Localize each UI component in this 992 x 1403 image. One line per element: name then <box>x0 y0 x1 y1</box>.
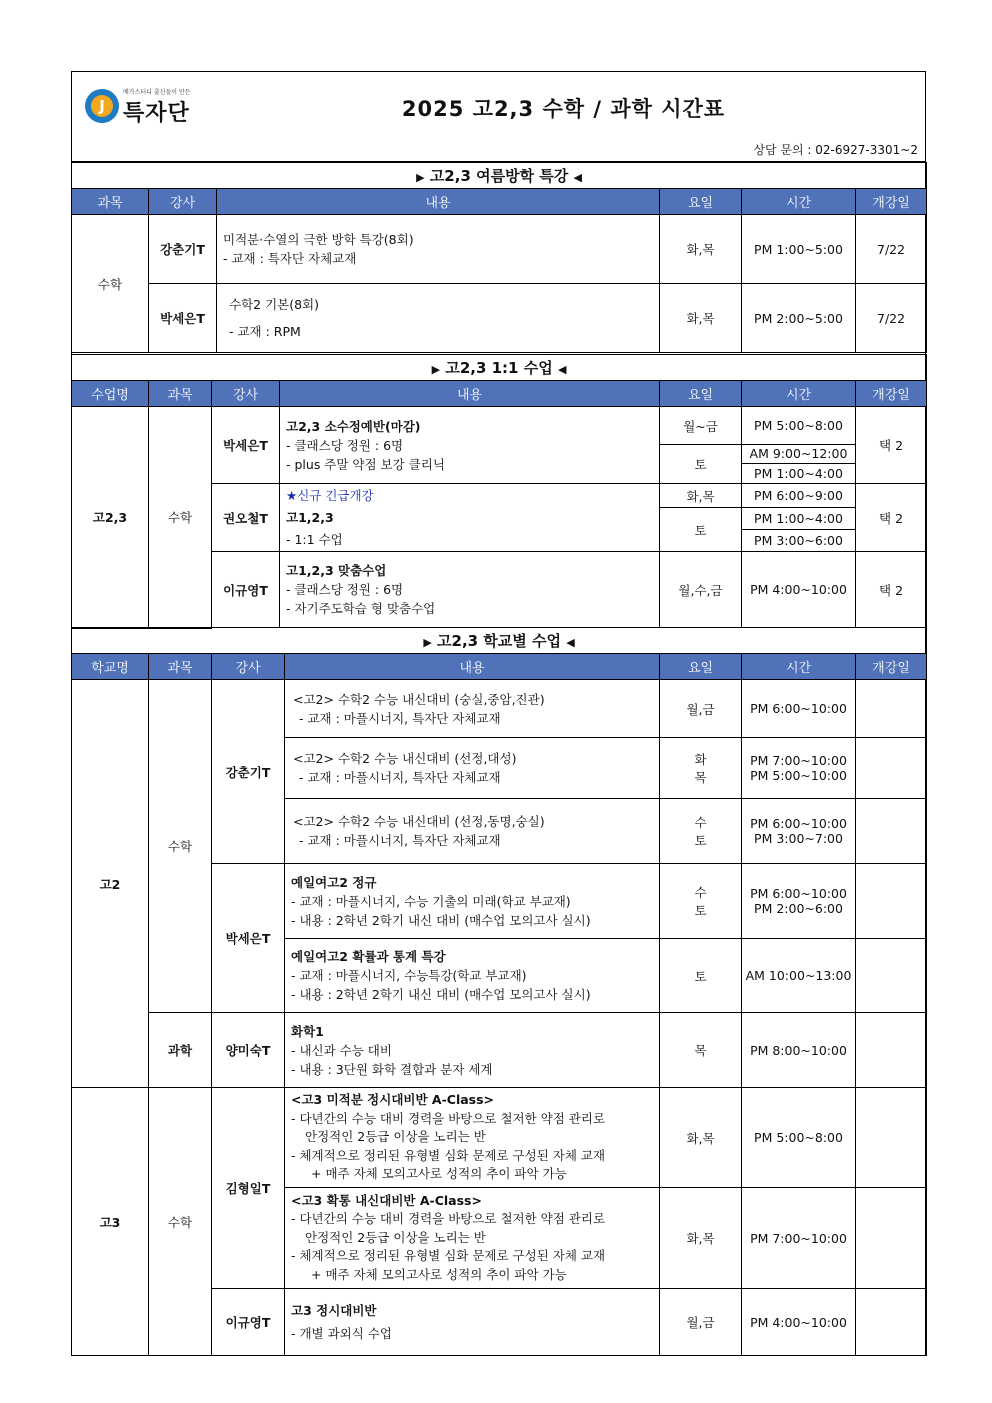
page-title: 2025 고2,3 수학 / 과학 시간표 <box>401 97 726 121</box>
day-cell: 월,수,금 <box>660 552 742 628</box>
class-name-cell: 고2,3 <box>72 407 149 629</box>
start-cell <box>856 738 927 799</box>
content-cell: <고2> 수학2 수능 내신대비 (선정,대성) - 교재 : 마플시너지, 특자단 자체교재 <box>285 738 660 799</box>
content-cell: <고2> 수학2 수능 내신대비 (숭실,중암,진관) - 교재 : 마플시너지, 특자단 자체교재 <box>285 680 660 738</box>
school-class-table <box>71 627 927 1356</box>
time-cell: PM 2:00~5:00 <box>742 284 856 353</box>
time-cell: PM 8:00~10:00 <box>742 1013 856 1088</box>
teacher-cell: 강춘기T <box>149 215 217 284</box>
col-header: 시간 <box>742 189 856 215</box>
start-cell: 7/22 <box>856 284 927 353</box>
col-header: 내용 <box>285 654 660 680</box>
col-header: 요일 <box>660 654 742 680</box>
section-title-summer: ▶ 고2,3 여름방학 특강 ◀ <box>72 163 927 189</box>
col-header: 개강일 <box>856 189 927 215</box>
time-cell: PM 6:00~9:00 <box>742 484 856 508</box>
start-cell: 택 2 <box>856 407 927 484</box>
day-cell: 토 <box>660 508 742 552</box>
day-cell: 화,목 <box>660 1088 742 1188</box>
col-header: 강사 <box>149 189 217 215</box>
content-cell: <고3 미적분 정시대비반 A-Class> - 다년간의 수능 대비 경력을 바탕으로 철저한 약점 관리로 안정적인 2등급 이상을 노리는 반 - 체계적으로 정리된 유형별 심화 문제로 구성된 자체 교재 + 매주 자체 모의고사로 성적의 추이 파악 가능 <box>285 1088 660 1188</box>
content-cell: 고1,2,3 맞춤수업 - 클래스당 정원 : 6명 - 자기주도학습 형 맞춤수업 <box>280 552 660 628</box>
start-cell <box>856 1289 927 1356</box>
start-cell: 택 2 <box>856 552 927 628</box>
subject-cell: 수학 <box>149 1088 212 1356</box>
start-cell <box>856 864 927 939</box>
subject-cell: 수학 <box>149 680 212 1013</box>
content-cell: 화학1 - 내신과 수능 대비 - 내용 : 3단원 화학 결합과 분자 세계 <box>285 1013 660 1088</box>
time-cell: PM 6:00~10:00 <box>742 680 856 738</box>
grade-cell: 고3 <box>72 1088 149 1356</box>
time-cell: AM 10:00~13:00 <box>742 939 856 1013</box>
time-cell: PM 4:00~10:00 <box>742 552 856 628</box>
content-cell: 고2,3 소수정예반(마감) - 클래스당 정원 : 6명 - plus 주말 약점 보강 클리닉 <box>280 407 660 484</box>
content-cell: <고2> 수학2 수능 내신대비 (선정,동명,숭실) - 교재 : 마플시너지, 특자단 자체교재 <box>285 799 660 864</box>
subject-cell: 과학 <box>149 1013 212 1088</box>
teacher-cell: 권오철T <box>212 484 280 552</box>
col-header: 강사 <box>212 381 280 407</box>
content-cell: ★신규 긴급개강 고1,2,3 - 1:1 수업 <box>280 484 660 552</box>
content-cell: 예일여고2 정규 - 교재 : 마플시너지, 수능 기출의 미래(학교 부교재) - 내용 : 2학년 2학기 내신 대비 (매수업 모의고사 실시) <box>285 864 660 939</box>
day-cell: 수 토 <box>660 864 742 939</box>
day-cell: 화,목 <box>660 1188 742 1289</box>
table-row <box>72 215 927 284</box>
teacher-cell: 이규영T <box>212 1289 285 1356</box>
logo-mark-icon: J <box>85 89 119 123</box>
start-cell: 택 2 <box>856 484 927 552</box>
col-header: 개강일 <box>856 381 927 407</box>
start-cell <box>856 680 927 738</box>
col-header: 내용 <box>280 381 660 407</box>
day-cell: 목 <box>660 1013 742 1088</box>
table-row <box>72 407 927 445</box>
time-cell: PM 6:00~10:00 PM 3:00~7:00 <box>742 799 856 864</box>
start-cell <box>856 1188 927 1289</box>
col-header: 수업명 <box>72 381 149 407</box>
content-cell: 예일여고2 확률과 통계 특강 - 교재 : 마플시너지, 수능특강(학교 부교재) - 내용 : 2학년 2학기 내신 대비 (매수업 모의고사 실시) <box>285 939 660 1013</box>
section-title-school: ▶ 고2,3 학교별 수업 ◀ <box>72 628 927 654</box>
day-cell: 수 토 <box>660 799 742 864</box>
content-cell: 미적분·수열의 극한 방학 특강(8회) - 교재 : 특자단 자체교재 <box>217 215 660 284</box>
table-row <box>72 1088 927 1188</box>
day-cell: 월,금 <box>660 680 742 738</box>
section-title-1on1: ▶ 고2,3 1:1 수업 ◀ <box>72 355 927 381</box>
time-cell: PM 5:00~8:00 <box>742 1088 856 1188</box>
logo-tagline: 메가스터디 출신들이 만든 <box>123 89 191 96</box>
teacher-cell: 양미숙T <box>212 1013 285 1088</box>
day-cell: 월,금 <box>660 1289 742 1356</box>
subject-cell: 수학 <box>72 215 149 353</box>
time-cell: PM 7:00~10:00 PM 5:00~10:00 <box>742 738 856 799</box>
content-cell: <고3 확통 내신대비반 A-Class> - 다년간의 수능 대비 경력을 바탕으로 철저한 약점 관리로 안정적인 2등급 이상을 노리는 반 - 체계적으로 정리된 유형별 심화 문제로 구성된 자체 교재 + 매주 자체 모의고사로 성적의 추이 파악 가능 <box>285 1188 660 1289</box>
day-cell: 토 <box>660 445 742 484</box>
col-header: 학교명 <box>72 654 149 680</box>
time-cell: PM 7:00~10:00 <box>742 1188 856 1289</box>
col-header: 요일 <box>660 381 742 407</box>
summer-special-table <box>71 162 927 353</box>
content-cell: 수학2 기본(8회) - 교재 : RPM <box>217 284 660 353</box>
teacher-cell: 박세은T <box>149 284 217 353</box>
day-cell: 월~금 <box>660 407 742 445</box>
day-cell: 화 목 <box>660 738 742 799</box>
start-cell: 7/22 <box>856 215 927 284</box>
col-header: 과목 <box>149 654 212 680</box>
col-header: 시간 <box>742 381 856 407</box>
logo-name: 특자단 <box>123 101 190 126</box>
col-header: 강사 <box>212 654 285 680</box>
one-on-one-table <box>71 354 927 629</box>
teacher-cell: 박세은T <box>212 407 280 484</box>
col-header: 과목 <box>72 189 149 215</box>
time-cell: AM 9:00~12:00 PM 1:00~4:00 <box>742 445 856 484</box>
day-cell: 토 <box>660 939 742 1013</box>
day-cell: 화,목 <box>660 484 742 508</box>
col-header: 요일 <box>660 189 742 215</box>
start-cell <box>856 1013 927 1088</box>
day-cell: 화,목 <box>660 215 742 284</box>
teacher-cell: 강춘기T <box>212 680 285 864</box>
teacher-cell: 이규영T <box>212 552 280 628</box>
col-header: 내용 <box>217 189 660 215</box>
time-cell: PM 5:00~8:00 <box>742 407 856 445</box>
subject-cell: 수학 <box>149 407 212 629</box>
table-row <box>72 1013 927 1088</box>
time-cell: PM 1:00~4:00 <box>742 508 856 530</box>
time-cell: PM 6:00~10:00 PM 2:00~6:00 <box>742 864 856 939</box>
start-cell <box>856 799 927 864</box>
start-cell <box>856 1088 927 1188</box>
teacher-cell: 김형일T <box>212 1088 285 1289</box>
col-header: 과목 <box>149 381 212 407</box>
contact-info: 상담 문의 : 02-6927-3301~2 <box>753 143 918 157</box>
table-row <box>72 284 927 353</box>
time-cell: PM 3:00~6:00 <box>742 530 856 552</box>
page-header <box>71 71 926 162</box>
time-cell: PM 1:00~5:00 <box>742 215 856 284</box>
col-header: 개강일 <box>856 654 927 680</box>
col-header: 시간 <box>742 654 856 680</box>
teacher-cell: 박세은T <box>212 864 285 1013</box>
table-row <box>72 680 927 738</box>
day-cell: 화,목 <box>660 284 742 353</box>
grade-cell: 고2 <box>72 680 149 1088</box>
start-cell <box>856 939 927 1013</box>
time-cell: PM 4:00~10:00 <box>742 1289 856 1356</box>
content-cell: 고3 정시대비반 - 개별 과외식 수업 <box>285 1289 660 1356</box>
